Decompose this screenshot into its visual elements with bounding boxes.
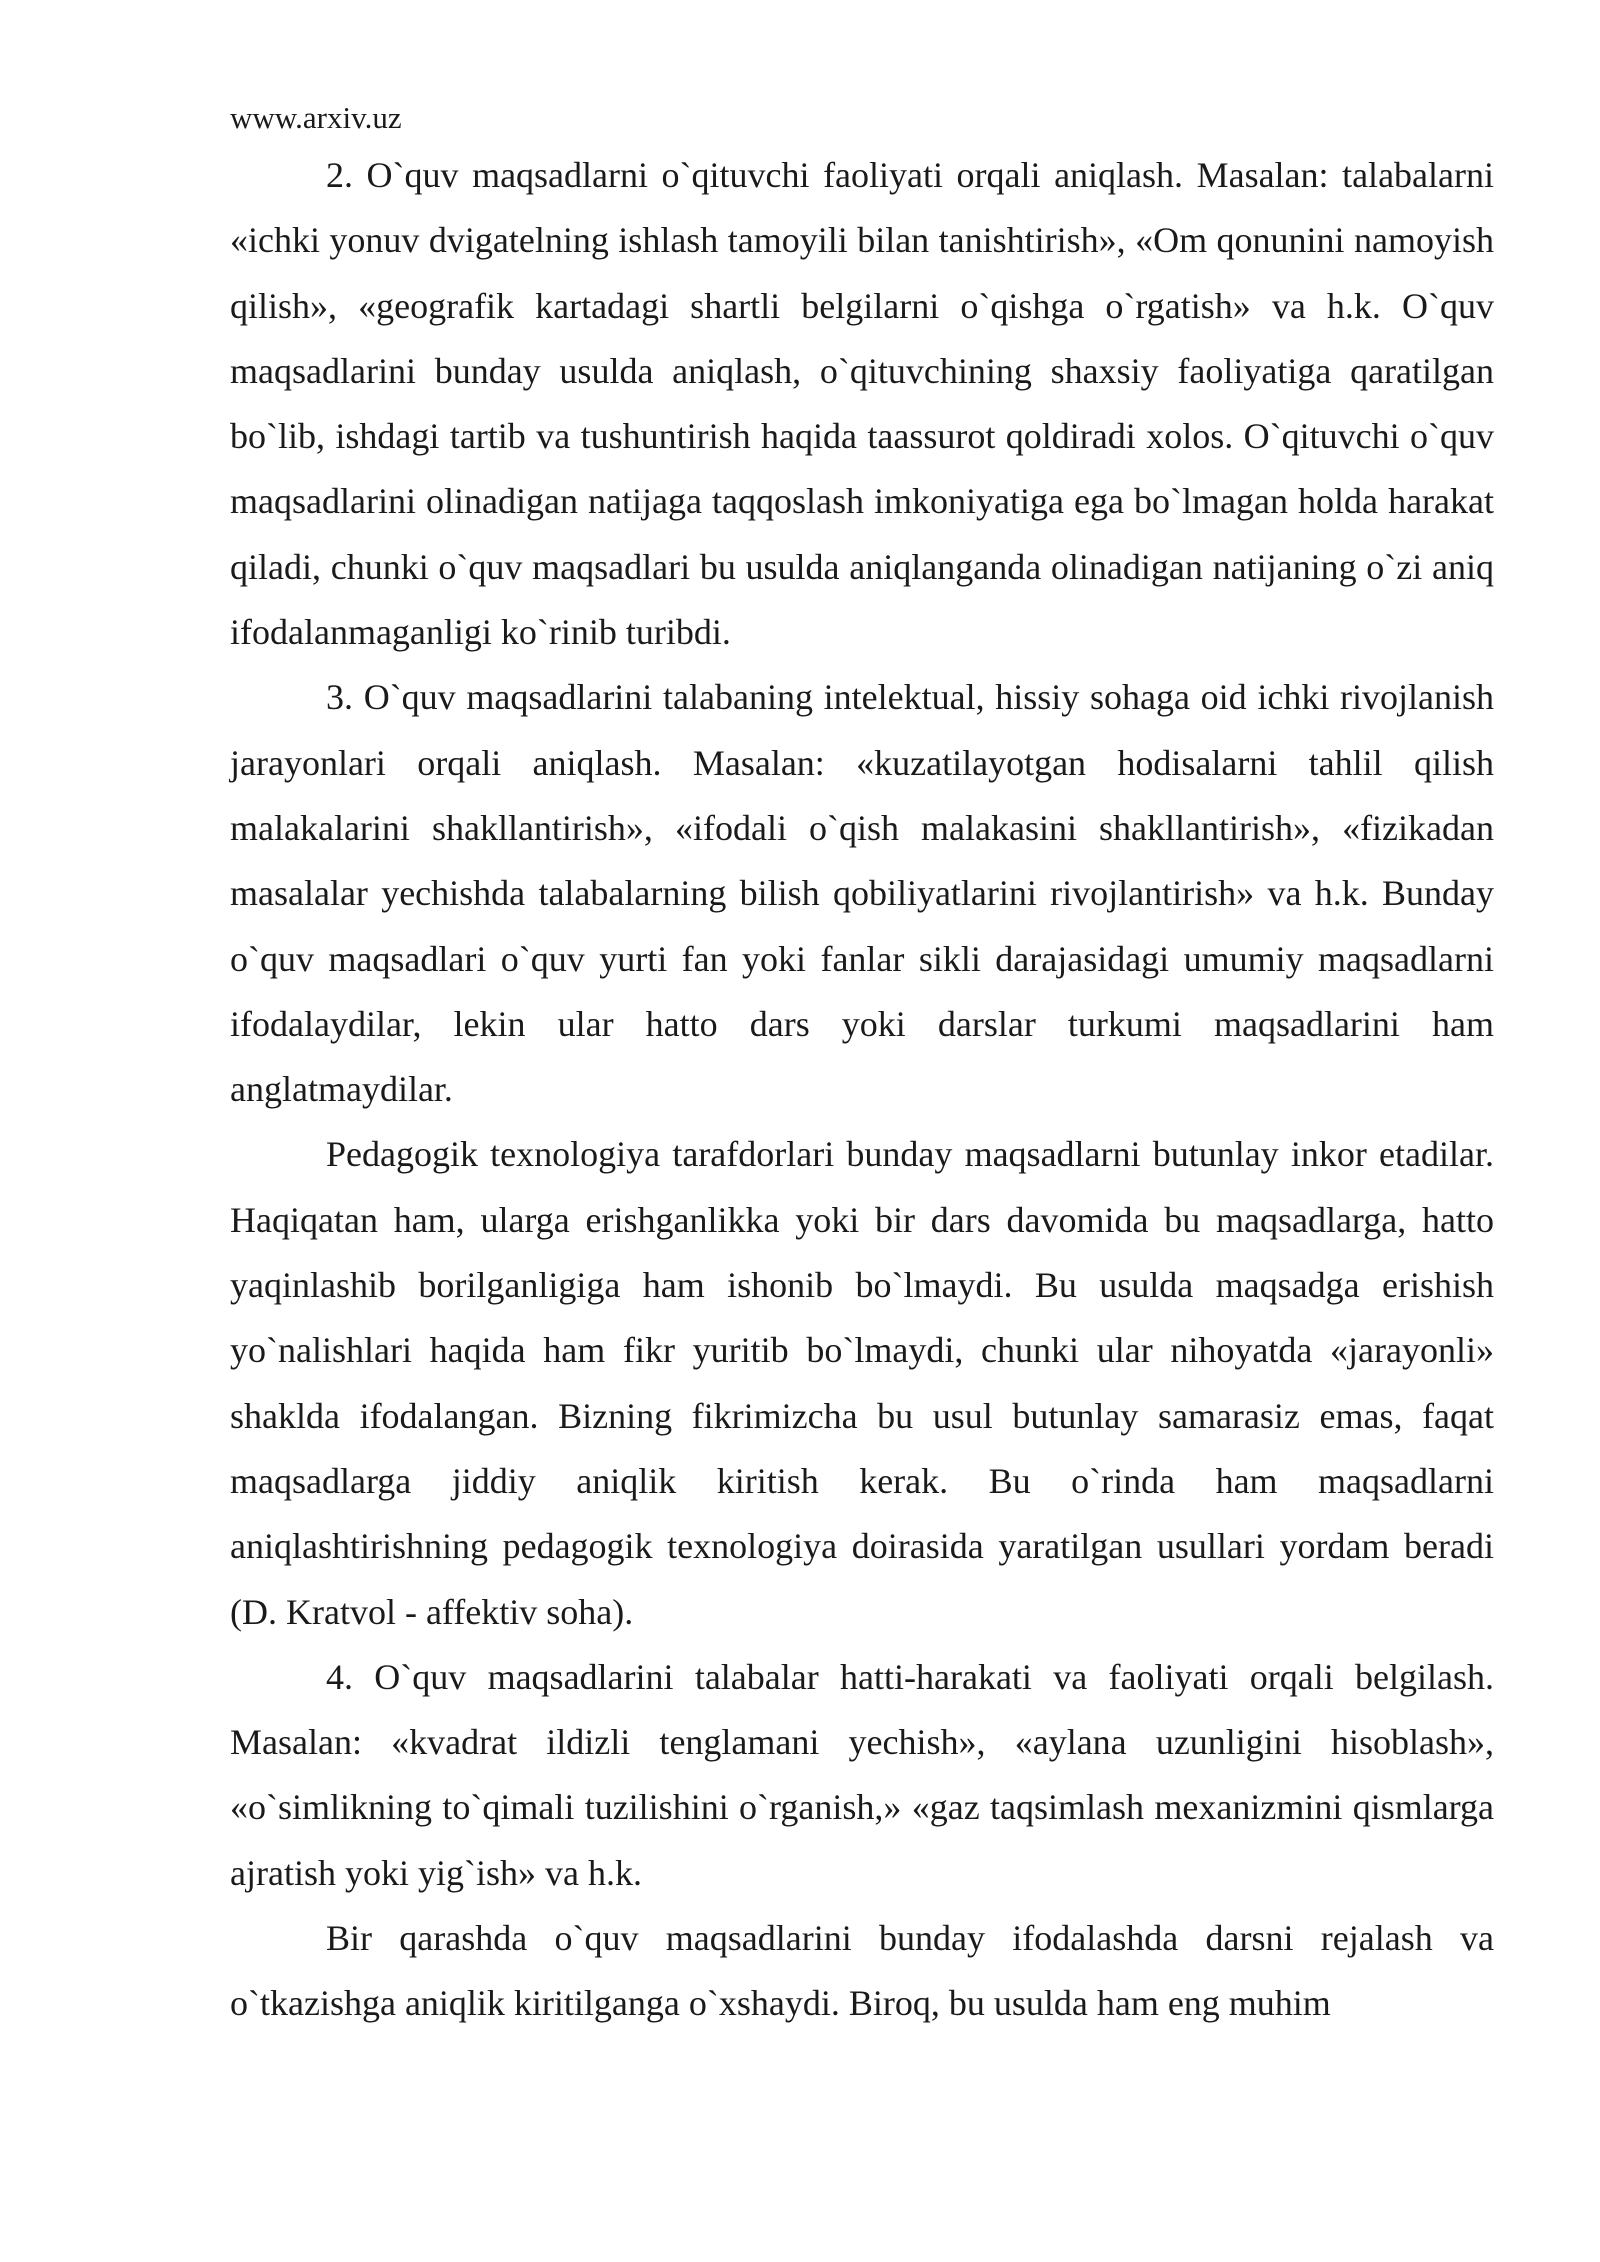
header-url: www.arxiv.uz xyxy=(230,100,402,135)
paragraph-pedagogik: Pedagogik texnologiya tarafdorlari bunday maqsadlarni butunlay inkor etadilar. Haqiqatan ham, ularga erishganlikka yoki bir dars davomida bu maqsadlarga, hatto yaqinlashib borilganligiga ham ishonib bo`lmaydi. Bu usulda maqsadga erishish yo`nalishlari haqida ham fikr yuritib bo`lmaydi, chunki ular nihoyatda «jarayonli» shaklda ifodalangan. Bizning fikrimizcha bu usul butunlay samarasiz emas, faqat maqsadlarga jiddiy aniqlik kiritish kerak. Bu o`rinda ham maqsadlarni aniqlashtirishning pedagogik texnologiya doirasida yaratilgan usullari yordam beradi (D. Kratvol - affektiv soha). xyxy=(230,1134,1494,1632)
paragraph-bir-qarashda: Bir qarashda o`quv maqsadlarini bunday ifodalashda darsni rejalash va o`tkazishga aniqlik kiritilganga o`xshaydi. Biroq, bu usulda ham eng muhim xyxy=(230,1918,1494,2024)
paragraph-4: 4. O`quv maqsadlarini talabalar hatti-harakati va faoliyati orqali belgilash. Masalan: «kvadrat ildizli tenglamani yechish», «aylana uzunligini hisoblash», «o`simlikning to`qimali tuzilishini o`rganish,» «gaz taqsimlash mexanizmini qismlarga ajratish yoki yig`ish» va h.k. xyxy=(230,1656,1494,1893)
paragraph-2: 2. O`quv maqsadlarni o`qituvchi faoliyati orqali aniqlash. Masalan: talabalarni «ichki yonuv dvigatelning ishlash tamoyili bilan tanishtirish», «Om qonunini namoyish qilish», «geografik kartadagi shartli belgilarni o`qishga o`rgatish» va h.k. O`quv maqsadlarini bunday usulda aniqlash, o`qituvchining shaxsiy faoliyatiga qaratilgan bo`lib, ishdagi tartib va tushuntirish haqida taassurot qoldiradi xolos. O`qituvchi o`quv maqsadlarini olinadigan natijaga taqqoslash imkoniyatiga ega bo`lmagan holda harakat qiladi, chunki o`quv maqsadlari bu usulda aniqlanganda olinadigan natijaning o`zi aniq ifodalanmaganligi ko`rinib turibdi. xyxy=(230,155,1494,653)
document-body xyxy=(230,143,1494,2037)
paragraph-3: 3. O`quv maqsadlarini talabaning intelektual, hissiy sohaga oid ichki rivojlanish jarayonlari orqali aniqlash. Masalan: «kuzatilayotgan hodisalarni tahlil qilish malakalarini shakllantirish», «ifodali o`qish malakasini shakllantirish», «fizikadan masalalar yechishda talabalarning bilish qobiliyatlarini rivojlantirish» va h.k. Bunday o`quv maqsadlari o`quv yurti fan yoki fanlar sikli darajasidagi umumiy maqsadlarni ifodalaydilar, lekin ular hatto dars yoki darslar turkumi maqsadlarini ham anglatmaydilar. xyxy=(230,677,1494,1110)
